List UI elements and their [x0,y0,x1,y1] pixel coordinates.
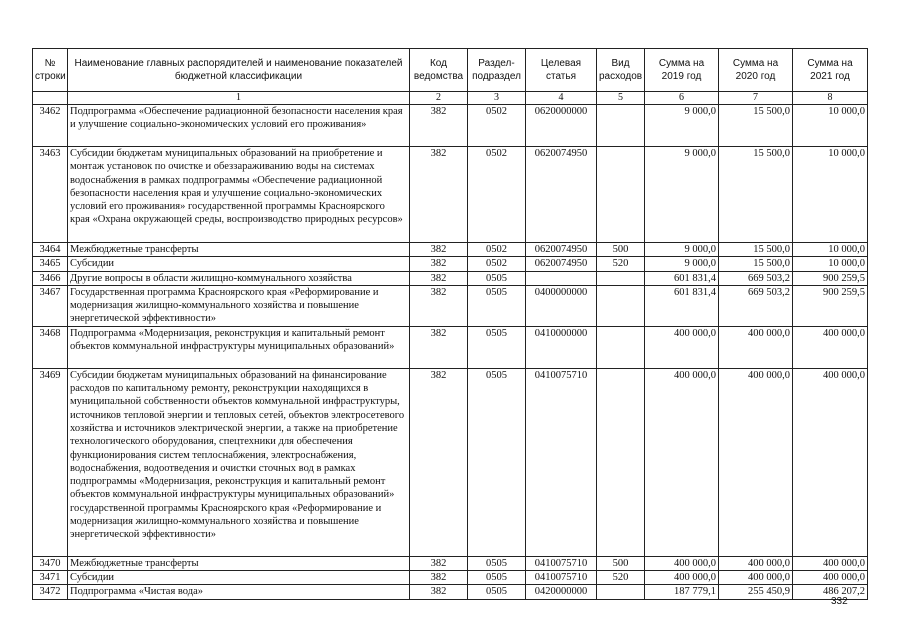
page-number: 332 [831,596,848,607]
row-name: Подпрограмма «Обеспечение радиационной безопасности населения края и улучшение социально-экономических условий его проживания» [68,105,410,147]
sum-2020: 15 500,0 [719,147,793,243]
department-code: 382 [410,271,468,285]
target-item: 0410075710 [526,368,597,556]
row-number: 3471 [33,571,68,585]
sum-2019: 601 831,4 [645,271,719,285]
column-number: 4 [526,92,597,105]
table-row [33,285,868,326]
target-item [526,271,597,285]
sum-2020: 15 500,0 [719,105,793,147]
row-name: Другие вопросы в области жилищно-коммунального хозяйства [68,271,410,285]
expense-type [597,585,645,599]
department-code: 382 [410,326,468,368]
section-code: 0505 [468,571,526,585]
header-sum-2021: Сумма на 2021 год [793,49,868,92]
sum-2021: 400 000,0 [793,556,868,570]
target-item: 0400000000 [526,285,597,326]
table-row [33,571,868,585]
table-row [33,105,868,147]
column-number [33,92,68,105]
sum-2021: 10 000,0 [793,147,868,243]
section-code: 0505 [468,368,526,556]
expense-type: 520 [597,257,645,271]
row-name: Подпрограмма «Модернизация, реконструкция и капитальный ремонт объектов коммунальной инфраструктуры муниципальных образований» [68,326,410,368]
row-number: 3464 [33,243,68,257]
sum-2019: 400 000,0 [645,556,719,570]
expense-type [597,368,645,556]
sum-2020: 15 500,0 [719,243,793,257]
sum-2020: 400 000,0 [719,326,793,368]
column-number: 5 [597,92,645,105]
department-code: 382 [410,257,468,271]
sum-2019: 187 779,1 [645,585,719,599]
sum-2019: 400 000,0 [645,368,719,556]
sum-2021: 10 000,0 [793,257,868,271]
sum-2021: 900 259,5 [793,271,868,285]
table-row [33,585,868,599]
row-name: Субсидии бюджетам муниципальных образований на финансирование расходов по капитальному ремонту, реконструкции находящихся в муниципальной собственности объектов коммунальной инфраструктуры, источников тепловой энергии и тепловых сетей, объектов электросетевого хозяйства и источников электрической энергии, а также на приобретение технологического оборудования, спецтехники для обеспечения функционирования систем теплоснабжения, электроснабжения, водоснабжения, водоотведения и очистки сточных вод в рамках подпрограммы «Модернизация, реконструкция и капитальный ремонт объектов коммунальной инфраструктуры муниципальных образований» государственной программы Красноярского края «Реформирование и модернизация жилищно-коммунального хозяйства и повышение энергетической эффективности» [68,368,410,556]
sum-2020: 400 000,0 [719,368,793,556]
header-sum-2019: Сумма на 2019 год [645,49,719,92]
section-code: 0502 [468,243,526,257]
row-number: 3463 [33,147,68,243]
header-sum-2020: Сумма на 2020 год [719,49,793,92]
sum-2021: 10 000,0 [793,105,868,147]
budget-table [32,48,868,600]
header-section: Раздел-подраздел [468,49,526,92]
expense-type [597,147,645,243]
row-number: 3467 [33,285,68,326]
section-code: 0505 [468,285,526,326]
header-name: Наименование главных распорядителей и наименование показателей бюджетной классификации [68,49,410,92]
sum-2019: 601 831,4 [645,285,719,326]
column-number: 3 [468,92,526,105]
expense-type: 500 [597,243,645,257]
row-name: Субсидии [68,257,410,271]
table-row [33,326,868,368]
row-number: 3469 [33,368,68,556]
row-name: Государственная программа Красноярского края «Реформирование и модернизация жилищно-коммунального хозяйства и повышение энергетической эффективности» [68,285,410,326]
sum-2019: 9 000,0 [645,105,719,147]
expense-type: 520 [597,571,645,585]
table-row [33,271,868,285]
sum-2021: 486 207,2 [793,585,868,599]
sum-2020: 669 503,2 [719,271,793,285]
row-number: 3465 [33,257,68,271]
target-item: 0410000000 [526,326,597,368]
department-code: 382 [410,285,468,326]
section-code: 0505 [468,585,526,599]
table-row [33,147,868,243]
column-number: 7 [719,92,793,105]
row-number: 3462 [33,105,68,147]
column-number: 6 [645,92,719,105]
row-number: 3472 [33,585,68,599]
target-item: 0410075710 [526,556,597,570]
row-name: Подпрограмма «Чистая вода» [68,585,410,599]
sum-2019: 400 000,0 [645,326,719,368]
section-code: 0505 [468,271,526,285]
row-number: 3470 [33,556,68,570]
row-name: Субсидии бюджетам муниципальных образований на приобретение и монтаж установок по очистке и обеззараживанию воды на системах водоснабжения в рамках подпрограммы «Обеспечение радиационной безопасности населения края и улучшение социально-экономических условий его проживания» государственной программы Красноярского края «Охрана окружающей среды, воспроизводство природных ресурсов» [68,147,410,243]
sum-2020: 15 500,0 [719,257,793,271]
column-number: 8 [793,92,868,105]
column-number: 1 [68,92,410,105]
target-item: 0620000000 [526,105,597,147]
sum-2021: 10 000,0 [793,243,868,257]
sum-2020: 400 000,0 [719,556,793,570]
sum-2021: 400 000,0 [793,571,868,585]
section-code: 0502 [468,257,526,271]
department-code: 382 [410,556,468,570]
target-item: 0420000000 [526,585,597,599]
expense-type [597,105,645,147]
sum-2021: 900 259,5 [793,285,868,326]
header-department-code: Код ведомства [410,49,468,92]
section-code: 0502 [468,105,526,147]
sum-2019: 400 000,0 [645,571,719,585]
header-target-item: Целевая статья [526,49,597,92]
header-row-number: № строки [33,49,68,92]
header-expense-type: Вид расходов [597,49,645,92]
section-code: 0505 [468,326,526,368]
row-number: 3466 [33,271,68,285]
department-code: 382 [410,147,468,243]
sum-2019: 9 000,0 [645,147,719,243]
header-row [33,49,868,92]
target-item: 0620074950 [526,243,597,257]
target-item: 0620074950 [526,147,597,243]
column-number-row [33,92,868,105]
row-name: Субсидии [68,571,410,585]
department-code: 382 [410,571,468,585]
section-code: 0502 [468,147,526,243]
department-code: 382 [410,105,468,147]
table-row [33,243,868,257]
sum-2021: 400 000,0 [793,368,868,556]
department-code: 382 [410,585,468,599]
table-row [33,556,868,570]
row-number: 3468 [33,326,68,368]
row-name: Межбюджетные трансферты [68,243,410,257]
expense-type [597,285,645,326]
target-item: 0410075710 [526,571,597,585]
expense-type: 500 [597,556,645,570]
sum-2019: 9 000,0 [645,243,719,257]
department-code: 382 [410,368,468,556]
expense-type [597,326,645,368]
sum-2019: 9 000,0 [645,257,719,271]
expense-type [597,271,645,285]
table-row [33,257,868,271]
row-name: Межбюджетные трансферты [68,556,410,570]
section-code: 0505 [468,556,526,570]
table-row [33,368,868,556]
sum-2020: 255 450,9 [719,585,793,599]
sum-2020: 400 000,0 [719,571,793,585]
sum-2020: 669 503,2 [719,285,793,326]
target-item: 0620074950 [526,257,597,271]
sum-2021: 400 000,0 [793,326,868,368]
department-code: 382 [410,243,468,257]
column-number: 2 [410,92,468,105]
